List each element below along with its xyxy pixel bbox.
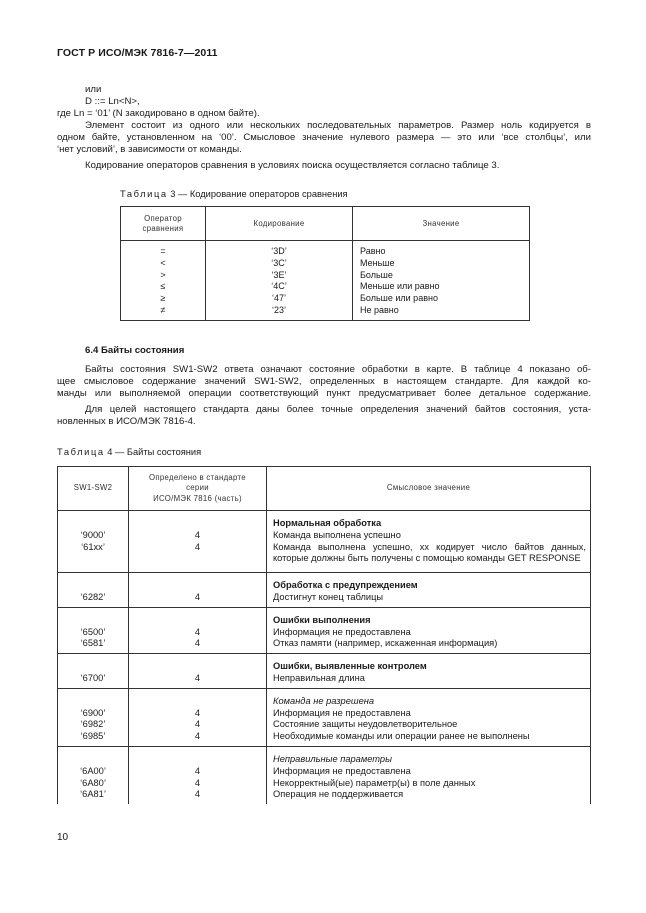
table-cell: Необходимые команды или операции ранее не выполнены <box>273 731 530 742</box>
table3-header-row <box>121 207 530 241</box>
table-cell: Отказ памяти (например, искаженная информация) <box>273 638 498 649</box>
table-cell: 4 <box>194 789 201 800</box>
group-title: Нормальная обработка <box>273 518 382 528</box>
table-cell: 4 <box>194 731 201 742</box>
table-cell: 4 <box>194 591 201 602</box>
table-cell: ‘4C’ <box>271 281 287 292</box>
intro-paragraph-1-line-3: ‘нет условий’, в зависимости от команды. <box>57 144 242 155</box>
table-cell: 4 <box>194 777 201 788</box>
group-title: Ошибки выполнения <box>273 614 371 625</box>
table-cell: ‘23’ <box>271 304 286 315</box>
table-cell: Состояние защиты неудовлетворительное <box>273 719 458 730</box>
table-cell: ‘6A80’ <box>80 777 106 788</box>
table-cell: ‘6985’ <box>80 731 106 742</box>
table3-header-meaning: Значение <box>353 207 530 241</box>
intro-paragraph-1-line-1: Элемент состоит из одного или нескольких последовательных параметров. Размер ноль кодируется в <box>85 120 591 131</box>
intro-paragraph-1-line-2: одном байте, установленном на ‘00’. Смысловое значение нулевого размера — это или ‘все столбцы’, или <box>57 132 591 143</box>
table-cell: = <box>160 246 166 256</box>
table-cell: ‘3C’ <box>271 257 287 268</box>
table4-header-row <box>58 467 591 511</box>
intro-paragraph-2: Кодирование операторов сравнения в условиях поиска осуществляется согласно таблице 3. <box>85 160 500 171</box>
table-cell: Информация не предоставлена <box>273 765 411 776</box>
table-cell: 4 <box>194 719 201 730</box>
table-cell: Команда выполнена успешно, xx кодирует число байтов данных, которые должны быть получены с помощью команды GET RESPONSE <box>273 541 586 564</box>
table3-code-column <box>206 241 353 321</box>
table-cell: Операция не поддерживается <box>273 789 404 800</box>
section-paragraph-2-line-2: новленных в ИСО/МЭК 7816-4. <box>57 416 196 427</box>
table3-operator-column <box>121 241 206 321</box>
group-title: Неправильные параметры <box>273 753 392 764</box>
table-cell: 4 <box>194 541 201 552</box>
status-bytes-table <box>57 466 591 804</box>
table-cell: ‘3D’ <box>271 246 287 256</box>
table-cell: ‘6A81’ <box>80 789 106 800</box>
table-cell: Некорректный(ые) параметр(ы) в поле данных <box>273 777 476 788</box>
table-cell: ‘3E’ <box>271 269 287 280</box>
table-cell: Достигнут конец таблицы <box>273 591 384 602</box>
table-cell: Меньше или равно <box>360 281 440 292</box>
table-cell: ‘6700’ <box>80 672 106 683</box>
section-paragraph-2-line-1: Для целей настоящего стандарта даны более точные определения значений байтов состояния, уста- <box>85 404 591 415</box>
table-cell: ≠ <box>160 304 166 315</box>
section-paragraph-1-line-1: Байты состояния SW1-SW2 ответа означают состояние обработки в карте. В таблице 4 показано об- <box>85 364 591 375</box>
table-cell: ≥ <box>160 293 166 304</box>
table-cell: 4 <box>194 765 201 776</box>
section-heading: 6.4 Байты состояния <box>85 345 185 356</box>
section-paragraph-1-line-2: щее смысловое содержание значений SW1-SW2, определенных в настоящем стандарте. Для каждой ко- <box>57 376 591 387</box>
table4-header-meaning: Смысловое значение <box>267 467 591 511</box>
table-cell: 4 <box>194 626 201 637</box>
table-cell: Информация не предоставлена <box>273 626 411 637</box>
table-row <box>58 654 591 689</box>
group-title: Обработка с предупреждением <box>273 580 418 591</box>
table-row <box>58 511 591 573</box>
table-cell: ‘6A00’ <box>80 765 106 776</box>
table-row <box>58 688 591 746</box>
table-cell: Не равно <box>360 304 399 315</box>
table-cell: ‘6500’ <box>80 626 106 637</box>
table-cell: ‘6982’ <box>80 719 106 730</box>
table-cell: 4 <box>194 707 201 718</box>
table4-header-defined: Определено в стандарте серии ИСО/МЭК 7816 (часть) <box>129 467 267 511</box>
table-cell: 4 <box>194 672 201 683</box>
table3-header-code: Кодирование <box>206 207 353 241</box>
table-cell: ‘47’ <box>271 293 286 304</box>
table-cell: Больше <box>360 269 393 280</box>
comparison-operators-table <box>120 206 530 321</box>
table-cell: Равно <box>360 246 386 256</box>
page-number: 10 <box>57 832 69 843</box>
table-cell: ‘6282’ <box>80 591 106 602</box>
table4-caption: Таблица 4 — Байты состояния <box>57 447 202 457</box>
table-row <box>58 746 591 804</box>
table-cell: ‘61xx’ <box>81 541 105 552</box>
intro-definition: D ::= Ln<N>, <box>85 96 140 107</box>
document-header: ГОСТ Р ИСО/МЭК 7816-7—2011 <box>57 47 218 59</box>
table3-meaning-column <box>353 241 530 321</box>
table-cell: ≤ <box>160 281 166 292</box>
table-cell: 4 <box>194 638 201 649</box>
intro-where: где Ln = ‘01’ (N закодировано в одном байте). <box>57 108 260 119</box>
table-cell: Информация не предоставлена <box>273 707 411 718</box>
table-cell: Меньше <box>360 257 395 268</box>
table-cell: > <box>160 269 166 280</box>
table-cell: Команда выполнена успешно <box>273 529 401 540</box>
table-cell: ‘6581’ <box>80 638 106 649</box>
table-cell: ‘6900’ <box>80 707 106 718</box>
table-row <box>58 573 591 608</box>
table4-header-sw: SW1-SW2 <box>58 467 129 511</box>
group-title: Ошибки, выявленные контролем <box>273 661 427 672</box>
table3-caption: Таблица 3 — Кодирование операторов сравнения <box>120 189 348 199</box>
table-cell: < <box>160 257 166 268</box>
table-cell: Неправильная длина <box>273 672 365 683</box>
intro-or: или <box>85 84 102 95</box>
table-cell: ‘9000’ <box>80 529 106 540</box>
table-row <box>58 607 591 653</box>
table3-body <box>121 241 530 321</box>
table-cell: 4 <box>194 529 201 540</box>
table-cell: Больше или равно <box>360 293 438 304</box>
table3-header-operator: Оператор сравнения <box>121 207 206 241</box>
group-title: Команда не разрешена <box>273 695 375 706</box>
section-paragraph-1-line-3: манды или выполняемой операции соответствующий пункт предусматривает более детальное содержание. <box>57 388 591 399</box>
